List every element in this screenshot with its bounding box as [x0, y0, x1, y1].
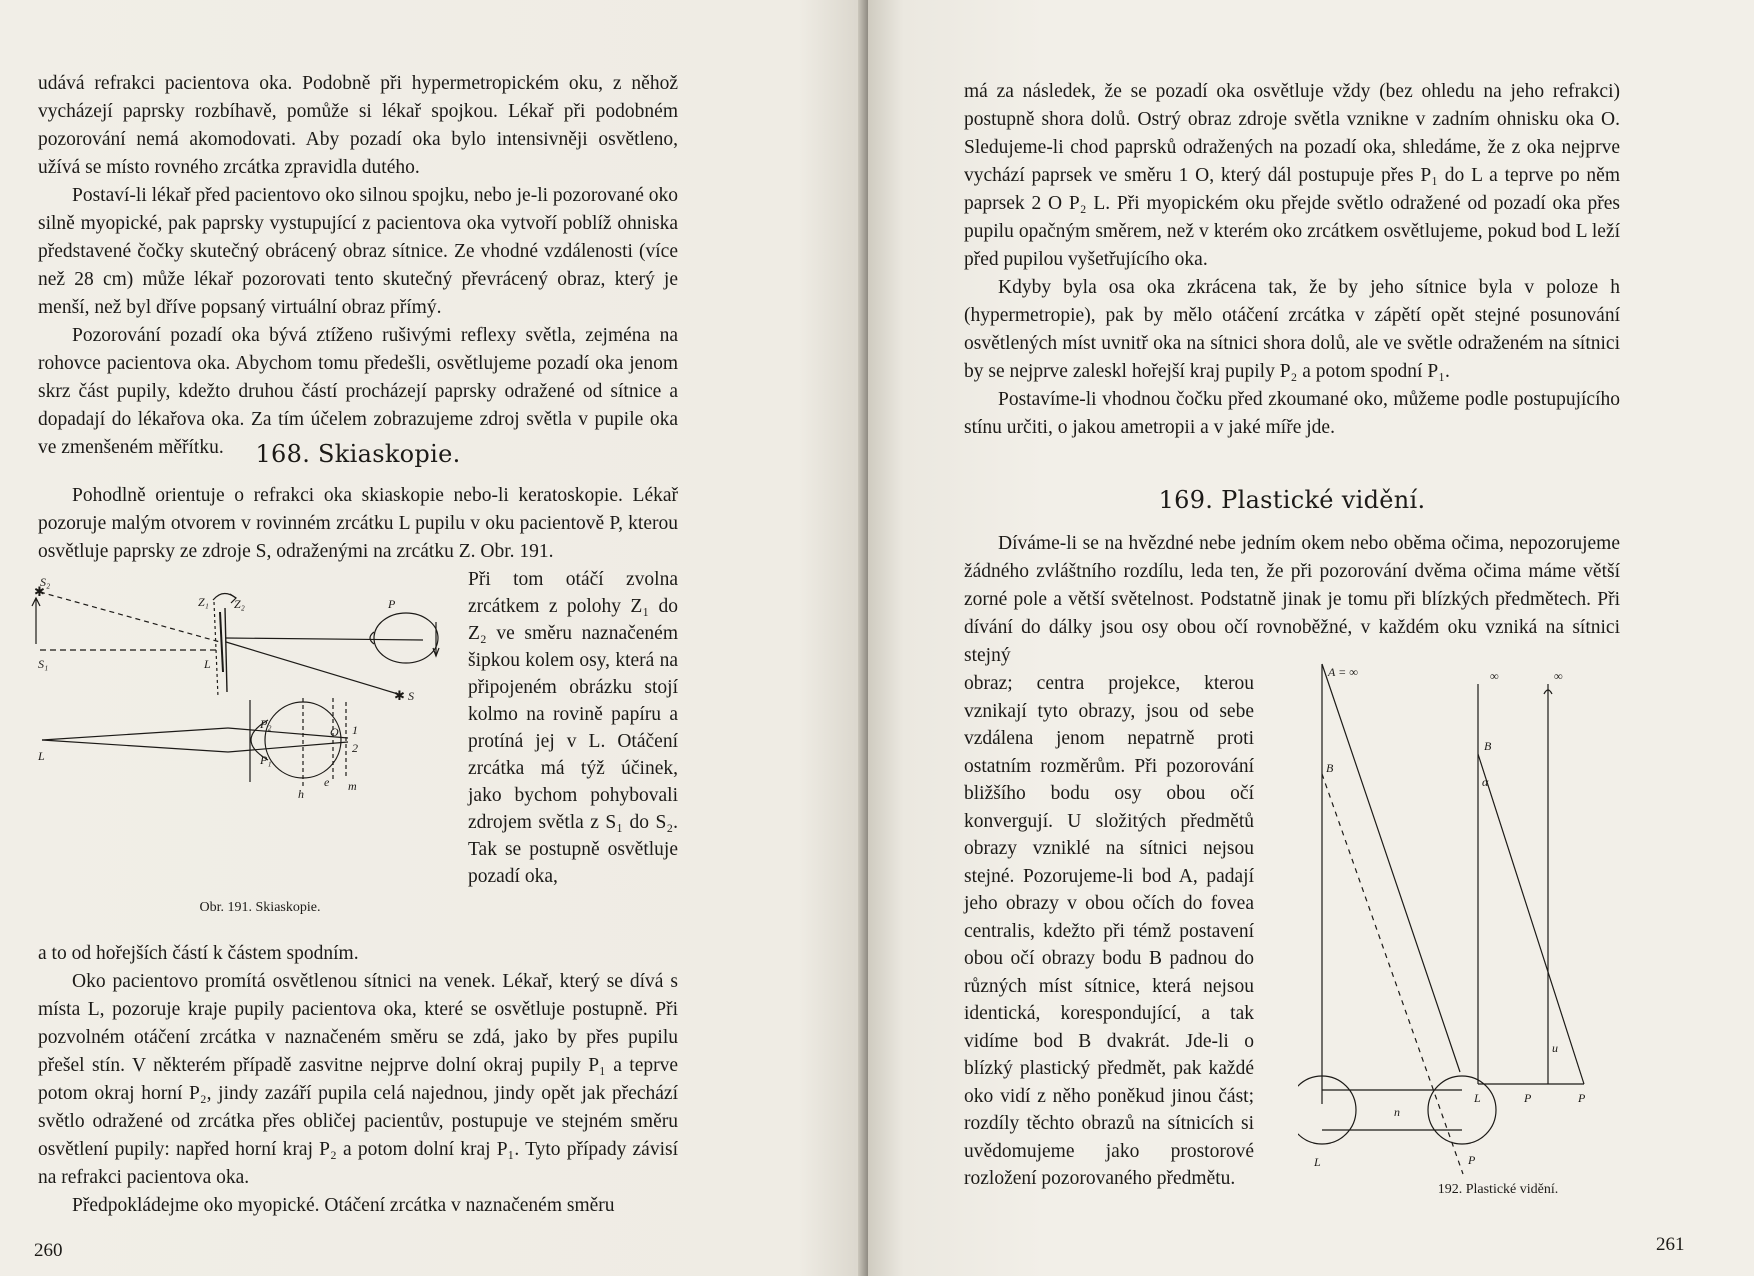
label-b: B [1326, 761, 1334, 775]
page-number-left: 260 [34, 1240, 63, 1261]
paragraph: Předpokládejme oko myopické. Otáčení zrcátka v naznačeném směru [72, 1195, 615, 1216]
svg-text:✱: ✱ [34, 585, 45, 600]
label-p3: P [1578, 1091, 1586, 1105]
label-o: O [330, 725, 339, 739]
text-beside-figure-191: Při tom otáčí zvolna zrcátkem z polohy Z₁ do Z₂ ve směru naznačeném šipkou kolem osy, která na připojeném obrázku stojí kolmo na rovině papíru a protíná jej v L. Otáčení zrcátka má týž účinek, jako bychom pohybovali zdrojem světla z S₁ do S₂. Tak se postupně osvětluje pozadí oka, [468, 569, 678, 887]
label-p: P [1468, 1153, 1476, 1167]
right-top-text [964, 78, 1620, 442]
label-a-infinity: A = ∞ [1328, 665, 1358, 679]
figure-192-plasticke-videni [1298, 654, 1678, 1184]
label-infinity-2: ∞ [1554, 669, 1563, 683]
label-s: S [408, 689, 414, 703]
label-p2: P₂ [260, 717, 272, 731]
left-bottom-text [38, 940, 678, 1220]
label-l: L [1314, 1155, 1321, 1169]
label-alpha: α [1482, 775, 1489, 789]
paragraph: a to od hořejších částí k částem spodním. [38, 943, 359, 964]
section-heading-169: 169. Plastické vidění. [1158, 486, 1426, 514]
left-top-text [38, 70, 678, 462]
figure-192-caption: 192. Plastické vidění. [1437, 1182, 1559, 1197]
figure-191-caption: Obr. 191. Skiaskopie. [199, 900, 321, 915]
label-b2: B [1484, 739, 1492, 753]
label-p2: P [1524, 1091, 1532, 1105]
label-n: n [1394, 1105, 1400, 1119]
svg-text:✱: ✱ [394, 689, 405, 704]
label-l-mirror: L [204, 657, 211, 671]
paragraph: udává refrakci pacientova oka. Podobně při hypermetropickém oku, z něhož vycházejí paprsky rozbíhavě, pomůže si lékař spojkou. Lékař při podobném pozorování nemá akomodovati. Aby pozadí oka bylo intensivněji osvětleno, užívá se místo rovného zrcátka zpravidla dutého. [38, 73, 678, 178]
label-l-eye: L [38, 749, 45, 763]
label-1: 1 [352, 723, 358, 737]
section-intro: Pohodlně orientuje o refrakci oka skiaskopie nebo-li keratoskopie. Lékař pozoruje malým otvorem v rovinném zrcátku L pupilu v oku pacientově P, kterou osvětluje paprsky ze zdroje S, odraženými na zrcátku Z. Obr. 191. [38, 485, 678, 562]
label-2: 2 [352, 741, 358, 755]
figure-191-skiaskopie [28, 572, 468, 822]
page-number-right: 261 [1656, 1234, 1685, 1255]
paragraph: Pozorování pozadí oka bývá ztíženo rušivými reflexy světla, zejména na rohovce pacientova oka. Abychom tomu předešli, osvětlujeme pozadí oka jenom skrz část pupily, kdežto druhou částí procházejí paprsky odražené od sítnice a dopadají do lékařova oka. Za tím účelem zobrazujeme zdroj světla v pupile oka ve zmenšeném měřítku. [38, 325, 678, 458]
label-h: h [298, 787, 304, 801]
section-intro-right: Díváme-li se na hvězdné nebe jedním okem nebo oběma očima, nepozorujeme žádného zvláštního rozdílu, leda ten, že při pozorování dvěma očima máme větší zorné pole a větší světelnost. Podstatně jinak je tomu při blízkých předmětech. Při dívání do dálky jsou osy obou očí rovnoběžné, v každém oku vzniká na sítnici stejný [964, 533, 1620, 666]
paragraph: Postaví-li lékař před pacientovo oko silnou spojku, nebo je-li pozorované oko silně myopické, pak paprsky vystupující z pacientova oka vytvoří poblíž ohniska představené čočky skutečný obrácený obraz sítnice. Ze vhodné vzdálenosti (více než 28 cm) může lékař pozorovati tento skutečný převrácený obraz, který je menší, než byl dříve popsaný virtuální obraz přímý. [38, 185, 678, 318]
paragraph: má za následek, že se pozadí oka osvětluje vždy (bez ohledu na jeho refrakci) postupně shora dolů. Ostrý obraz zdroje světla vznikne v zadním ohnisku oka O. Sledujeme-li chod paprsků odražených na pozadí oka, shledáme, že z oka nejprve vychází paprsek ve směru 1 O, který dál postupuje přes P₁ do L a teprve po něm paprsek 2 O P₂ L. Při myopickém oku přejde světlo odražené od pozadí oka přes pupilu opačným směrem, než v kterém oko zrcátkem osvětlujeme, pokud bod L leží před pupilou vyšetřujícího oka. [964, 81, 1620, 270]
label-u: u [1552, 1041, 1558, 1055]
label-s2: S₂ [40, 575, 51, 589]
label-infinity-1: ∞ [1490, 669, 1499, 683]
left-page [0, 0, 868, 1276]
text-beside-figure-192: obraz; centra projekce, kterou vznikají tyto obrazy, jsou od sebe vzdálena jenom nepatrně proti ostatním rozměrům. Při pozorování bližšího bodu osy obou očí konvergují. U složitých předmětů obrazy vzniklé na sítnici nejsou stejné. Pozorujeme-li bod A, padají jeho obrazy v obou očích do fovea centralis, kdežto při témž postavení obou očí obrazy bodu B padnou do různých míst sítnice, která nejsou identická, korespondující, a tak vidíme bod B dvakrát. Jde-li o blízký plastický předmět, pak každé oko vidí z něho poněkud jinou část; rozdíly těchto obrazů na sítnicích si uvědomujeme jako prostorové rozložení pozorovaného předmětu. [964, 673, 1254, 1189]
paragraph: Kdyby byla osa oka zkrácena tak, že by jeho sítnice byla v poloze h (hypermetropie), pak by mělo otáčení zrcátka v zápětí opět stejné posunování osvětlených míst uvnitř oka na sítnici shora dolů, ale ve světle odraženém na sítnici by se nejprve zaleskl hořejší kraj pupily P₂ a potom spodní P₁. [964, 277, 1620, 382]
label-s1: S₁ [38, 657, 49, 671]
label-p1: P₁ [260, 753, 272, 767]
label-e: e [324, 775, 330, 789]
right-page [868, 0, 1754, 1276]
label-p: P [388, 597, 396, 611]
label-l2: L [1474, 1091, 1481, 1105]
paragraph: Oko pacientovo promítá osvětlenou sítnici na venek. Lékař, který se dívá s místa L, pozoruje kraje pupily pacientova oka, které se osvětluje postupně. Při pozvolném otáčení zrcátka v naznačeném směru se zdá, jako by přes pupilu přešel stín. V některém případě zasvitne nejprve dolní okraj pupily P₁ a teprve potom okraj horní P₂, jindy zazáří pupila celá najednou, jindy opět jak přechází světlo odražené od zrcátka přes obličej pacientův, postupuje ve stejném směru osvětlení pupily: napřed horní kraj P₂ a potom dolní kraj P₁. Tyto případy závisí na refrakci pacientova oka. [38, 971, 678, 1188]
section-heading-168: 168. Skiaskopie. [255, 440, 461, 468]
label-m: m [348, 779, 357, 793]
paragraph: Postavíme-li vhodnou čočku před zkoumané oko, můžeme podle postupujícího stínu určiti, o jakou ametropii a v jaké míře jde. [964, 389, 1620, 438]
label-z2: Z₂ [234, 597, 245, 611]
label-z1: Z₁ [198, 595, 209, 609]
